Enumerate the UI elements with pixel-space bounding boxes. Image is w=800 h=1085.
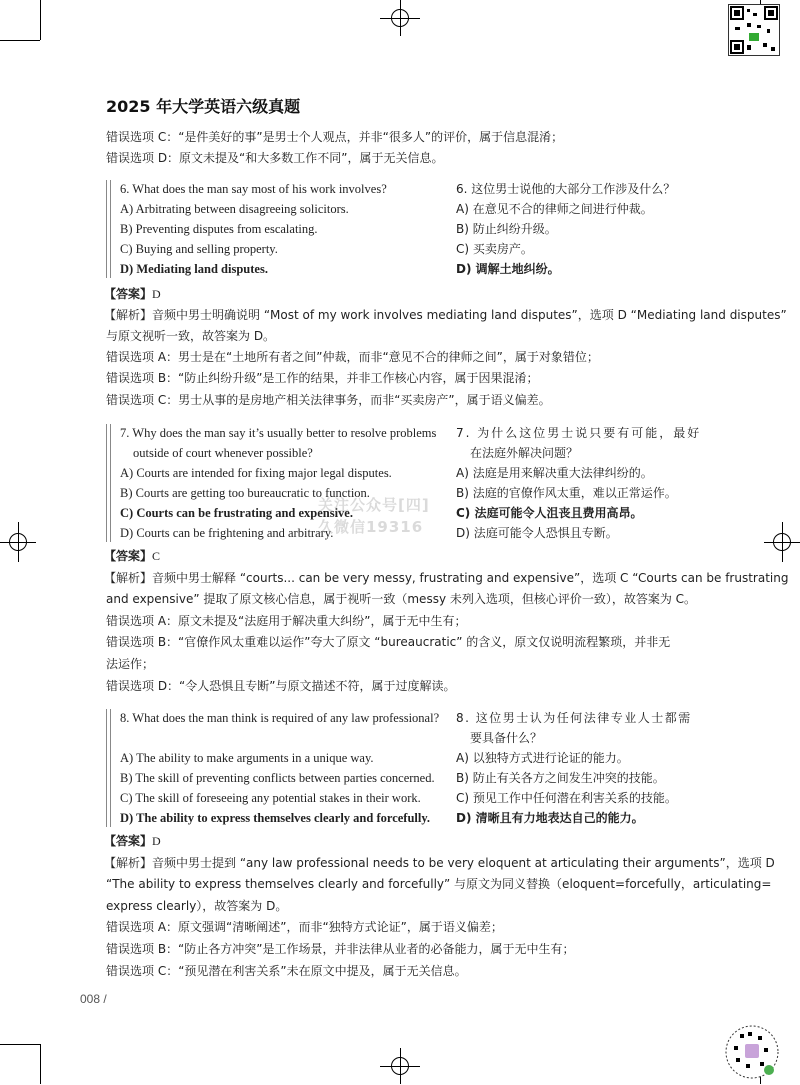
q6-option-a: A) Arbitrating between disagreeing solicitors. [120,202,349,216]
q7-option-b: B) Courts are getting too bureaucratic to function. [120,486,370,500]
qr-code-top [728,4,780,56]
q8-stem: 8. What does the man think is required of any law professional? [120,711,440,725]
q6-answer-row [104,284,161,304]
q8-stem-cn-cont: 要具备什么？ [470,731,543,745]
q7-option-c-cn: C) 法庭可能令人沮丧且费用高昂。 [456,506,643,520]
crop-mark [40,0,41,40]
analysis-line: 错误选项 D：“令人恐惧且专断”与原文描述不符，属于过度解读。 [106,679,456,693]
analysis-line: 错误选项 B：“防止纠纷升级”是工作的结果，并非工作核心内容，属于因果混淆； [106,371,539,385]
analysis-line: 错误选项 C：“预见潜在利害关系”未在原文中提及，属于无关信息。 [106,964,467,978]
q7-option-c: C) Courts can be frustrating and expensive. [120,506,353,520]
q7-option-d-cn: D) 法庭可能令人恐惧且专断。 [456,526,618,540]
question-bar [106,709,111,827]
q6-option-b-cn: B) 防止纠纷升级。 [456,222,557,236]
answer-label: 【答案】 [104,287,153,301]
analysis-line: 错误选项 A：原文强调“清晰阐述”，而非“独特方式论证”，属于语义偏差； [106,920,503,934]
q7-answer-row [104,546,160,566]
answer-value: D [152,287,161,301]
q8-option-b-cn: B) 防止有关各方之间发生冲突的技能。 [456,771,665,785]
q6-option-b: B) Preventing disputes from escalating. [120,222,318,236]
analysis-line: and expensive” 提取了原文核心信息，属于视听一致（messy 未列入选项，但核心评价一致），故答案为 C。 [106,592,697,606]
analysis-line: 法运作； [106,657,155,671]
question-bar [106,424,111,542]
q6-stem: 6. What does the man say most of his work involves? [120,182,387,196]
q7-stem-cn-cont: 在法庭外解决问题？ [470,446,579,460]
answer-label: 【答案】 [104,549,153,563]
analysis-line: 错误选项 C：男士从事的是房地产相关法律事务，而非“买卖房产”，属于语义偏差。 [106,393,551,407]
q6-option-d-cn: D) 调解土地纠纷。 [456,262,560,276]
registration-circle [773,533,791,551]
page-number: 008 / [80,992,107,1006]
q7-option-d: D) Courts can be frightening and arbitrary. [120,526,334,540]
q8-answer-row [104,831,161,851]
registration-circle [9,533,27,551]
registration-circle [391,1057,409,1075]
analysis-line: 与原文视听一致，故答案为 D。 [106,329,276,343]
q7-option-a-cn: A) 法庭是用来解决重大法律纠纷的。 [456,466,653,480]
crop-mark [40,1044,41,1084]
analysis-line: 【解析】音频中男士明确说明 “Most of my work involves mediating land disputes”，选项 D “Mediating land disputes” [104,308,787,322]
text-line: 错误选项 C：“是件美好的事”是男士个人观点，并非“很多人”的评价，属于信息混淆； [106,130,564,144]
analysis-line: 【解析】音频中男士解释 “courts... can be very messy, frustrating and expensive”，选项 C “Courts can be frustrating [104,571,789,585]
q8-stem-cn: 8. 这位男士认为任何法律专业人士都需 [456,711,692,725]
text-line: 错误选项 D：原文未提及“和大多数工作不同”，属于无关信息。 [106,151,444,165]
qr-code-bottom [724,1024,780,1080]
q7-option-b-cn: B) 法庭的官僚作风太重，难以正常运作。 [456,486,677,500]
analysis-line: express clearly），故答案为 D。 [106,899,288,913]
answer-label: 【答案】 [104,834,153,848]
analysis-line: 错误选项 B：“官僚作风太重难以运作”夸大了原文 “bureaucratic” 的含义，原文仅说明流程繁琐，并非无 [106,635,671,649]
q6-option-c-cn: C) 买卖房产。 [456,242,533,256]
crop-mark [0,1044,40,1045]
q8-option-d: D) The ability to express themselves clearly and forcefully. [120,811,431,825]
q8-option-c: C) The skill of foreseeing any potential stakes in their work. [120,791,421,805]
q6-stem-cn: 6. 这位男士说他的大部分工作涉及什么？ [456,182,676,196]
q7-stem-cn: 7. 为什么这位男士说只要有可能，最好 [456,426,702,440]
analysis-line: “The ability to express themselves clearly and forcefully” 与原文为同义替换（eloquent=forcefully，articulating= [106,877,772,891]
analysis-line: 错误选项 B：“防止各方冲突”是工作场景，并非法律从业者的必备能力，属于无中生有； [106,942,575,956]
crop-mark [0,40,40,41]
q8-option-b: B) The skill of preventing conflicts between parties concerned. [120,771,435,785]
question-bar [106,180,111,278]
q7-stem: 7. Why does the man say it’s usually better to resolve problems [120,426,437,440]
q6-option-d: D) Mediating land disputes. [120,262,268,276]
analysis-line: 错误选项 A：男士是在“土地所有者之间”仲裁，而非“意见不合的律师之间”，属于对象错位； [106,350,599,364]
q6-option-a-cn: A) 在意见不合的律师之间进行仲裁。 [456,202,653,216]
analysis-line: 错误选项 A：原文未提及“法庭用于解决重大纠纷”，属于无中生有； [106,614,467,628]
answer-value: D [152,834,161,848]
registration-circle [391,9,409,27]
q7-stem-cont: outside of court whenever possible? [133,446,313,460]
watermark: 关注公众号[四] [318,496,430,514]
answer-value: C [152,549,161,563]
q8-option-c-cn: C) 预见工作中任何潜在利害关系的技能。 [456,791,677,805]
q6-option-c: C) Buying and selling property. [120,242,278,256]
watermark: 久微信19316 [318,518,424,536]
q7-option-a: A) Courts are intended for fixing major legal disputes. [120,466,392,480]
analysis-line: 【解析】音频中男士提到 “any law professional needs to be very eloquent at articulating their arguments”，选项 D [104,856,775,870]
q8-option-d-cn: D) 清晰且有力地表达自己的能力。 [456,811,644,825]
q8-option-a: A) The ability to make arguments in a unique way. [120,751,374,765]
page-title: 2025 年大学英语六级真题 [106,97,301,116]
q8-option-a-cn: A) 以独特方式进行论证的能力。 [456,751,629,765]
